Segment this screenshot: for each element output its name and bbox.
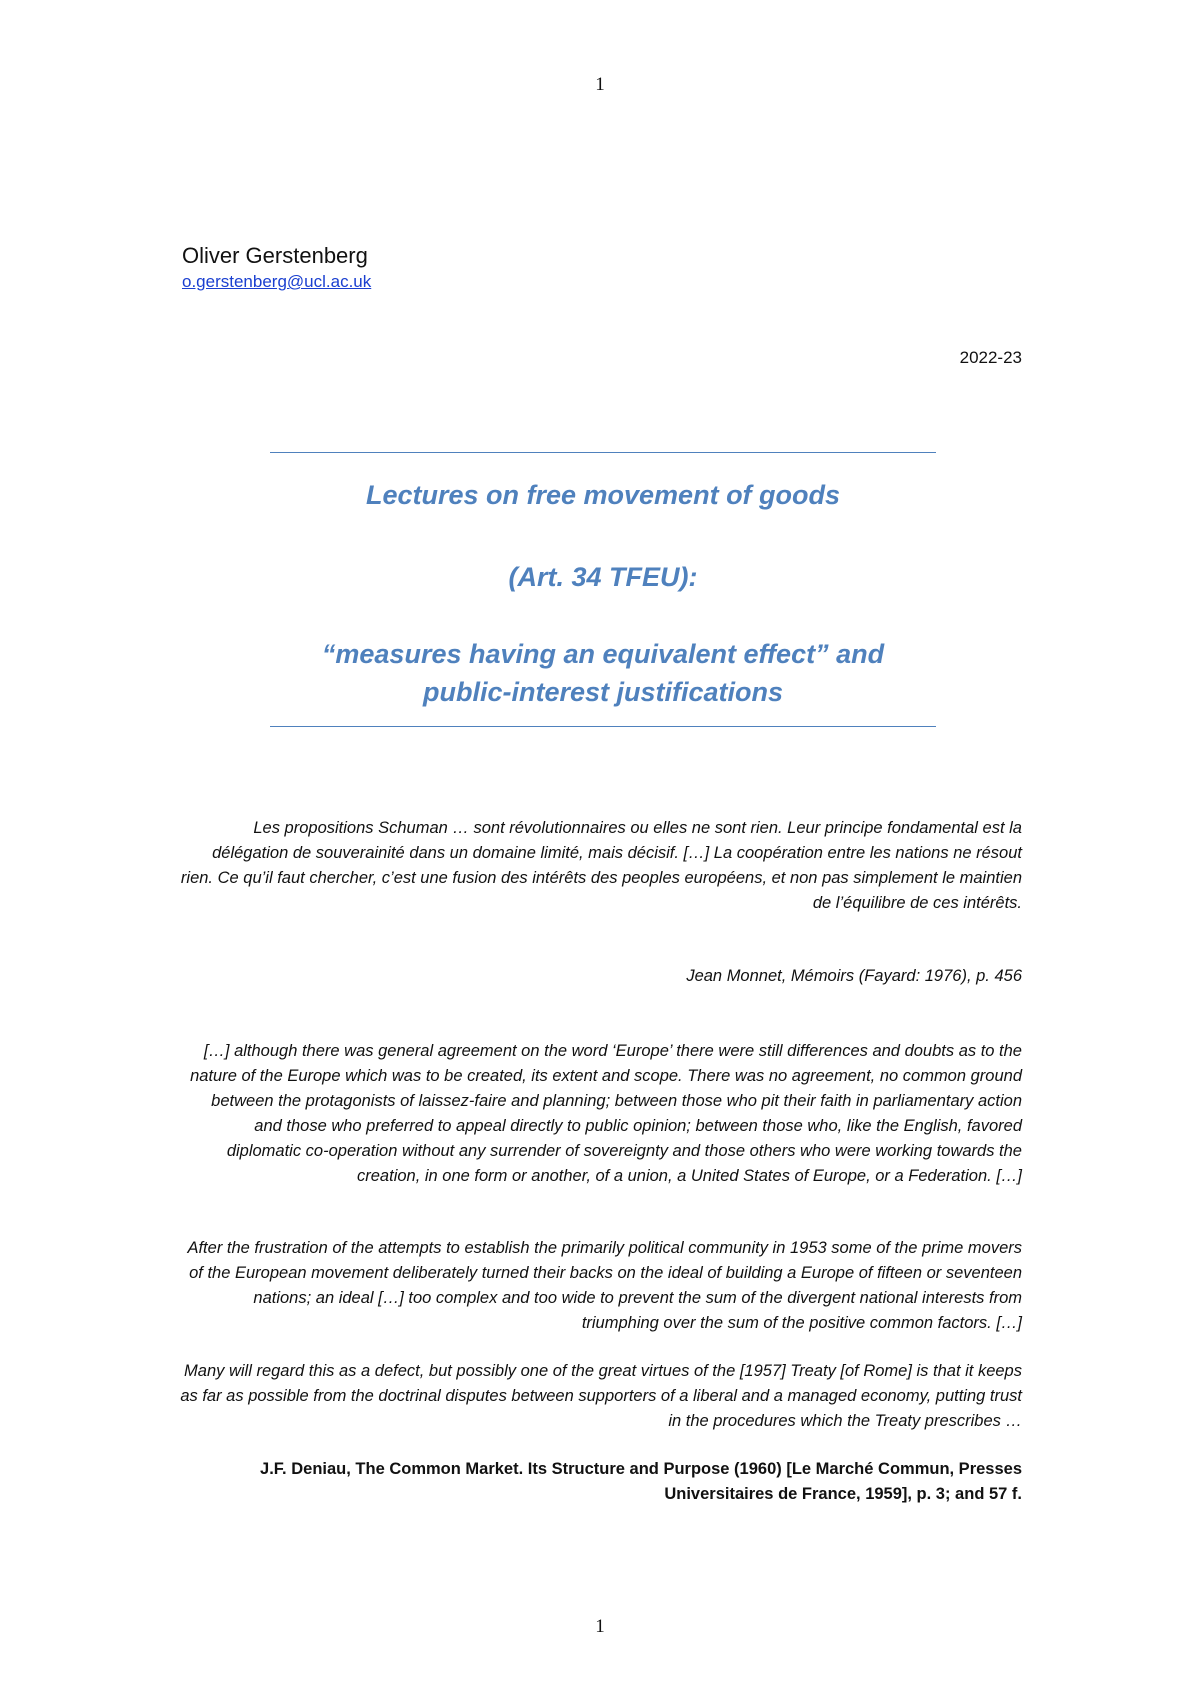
deniau-epigraph-source: J.F. Deniau, The Common Market. Its Structure and Purpose (1960) [Le Marché Commun, Presses Universitaires de France, 1959], p. 3; and 57 f. xyxy=(260,1460,1022,1503)
deniau-epigraph-paragraph-2: After the frustration of the attempts to establish the primarily political community in 1953 some of the prime movers of the European movement deliberately turned their backs on the ideal of building a Europe of fifteen or seventeen nations; an ideal […] too complex and too wide to prevent the sum of the divergent national interests from triumphing over the sum of the positive common factors. […] xyxy=(187,1239,1022,1332)
title-line-3a: “measures having an equivalent effect” and xyxy=(321,639,885,669)
deniau-epigraph-paragraph-1: […] although there was general agreement on the word ‘Europe’ there were still differences and doubts as to the nature of the Europe which was to be created, its extent and scope. There was no agreement, no common ground between the protagonists of laissez-faire and planning; between those who pit their faith in parliamentary action and those who preferred to appeal directly to public opinion; between those who, like the English, favored diplomatic co-operation without any surrender of sovereignty and those others who were working towards the creation, in one form or another, of a union, a United States of Europe, or a Federation. […] xyxy=(190,1042,1022,1185)
title-line-3 xyxy=(270,635,936,711)
deniau-epigraph-paragraph-3: Many will regard this as a defect, but possibly one of the great virtues of the [1957] Treaty [of Rome] is that it keeps as far as possible from the doctrinal disputes between supporters of a liberal and a managed economy, putting trust in the procedures which the Treaty prescribes … xyxy=(180,1362,1022,1430)
monnet-epigraph: Les propositions Schuman … sont révolutionnaires ou elles ne sont rien. Leur principe fondamental est la délégation de souverainité dans un domaine limité, mais décisif. […] La coopération entre les nations ne résout rien. Ce qu’il faut chercher, c’est une fusion des intérêts des peoples européens, et non pas simplement le maintien de l’équilibre de ces intérêts. xyxy=(180,819,1022,912)
monnet-epigraph-source: Jean Monnet, Mémoirs (Fayard: 1976), p. 456 xyxy=(686,967,1022,985)
academic-year: 2022-23 xyxy=(959,348,1022,367)
title-line-2: (Art. 34 TFEU): xyxy=(508,562,698,592)
author-name: Oliver Gerstenberg xyxy=(182,243,368,268)
header-page-number: 1 xyxy=(595,74,605,95)
title-line-3b: public-interest justifications xyxy=(422,677,784,707)
title-line-1: Lectures on free movement of goods xyxy=(365,480,841,510)
title-rule-bottom xyxy=(270,726,936,727)
title-rule-top xyxy=(270,452,936,453)
footer-page-number: 1 xyxy=(595,1616,605,1637)
author-email-link[interactable]: o.gerstenberg@ucl.ac.uk xyxy=(182,272,372,291)
